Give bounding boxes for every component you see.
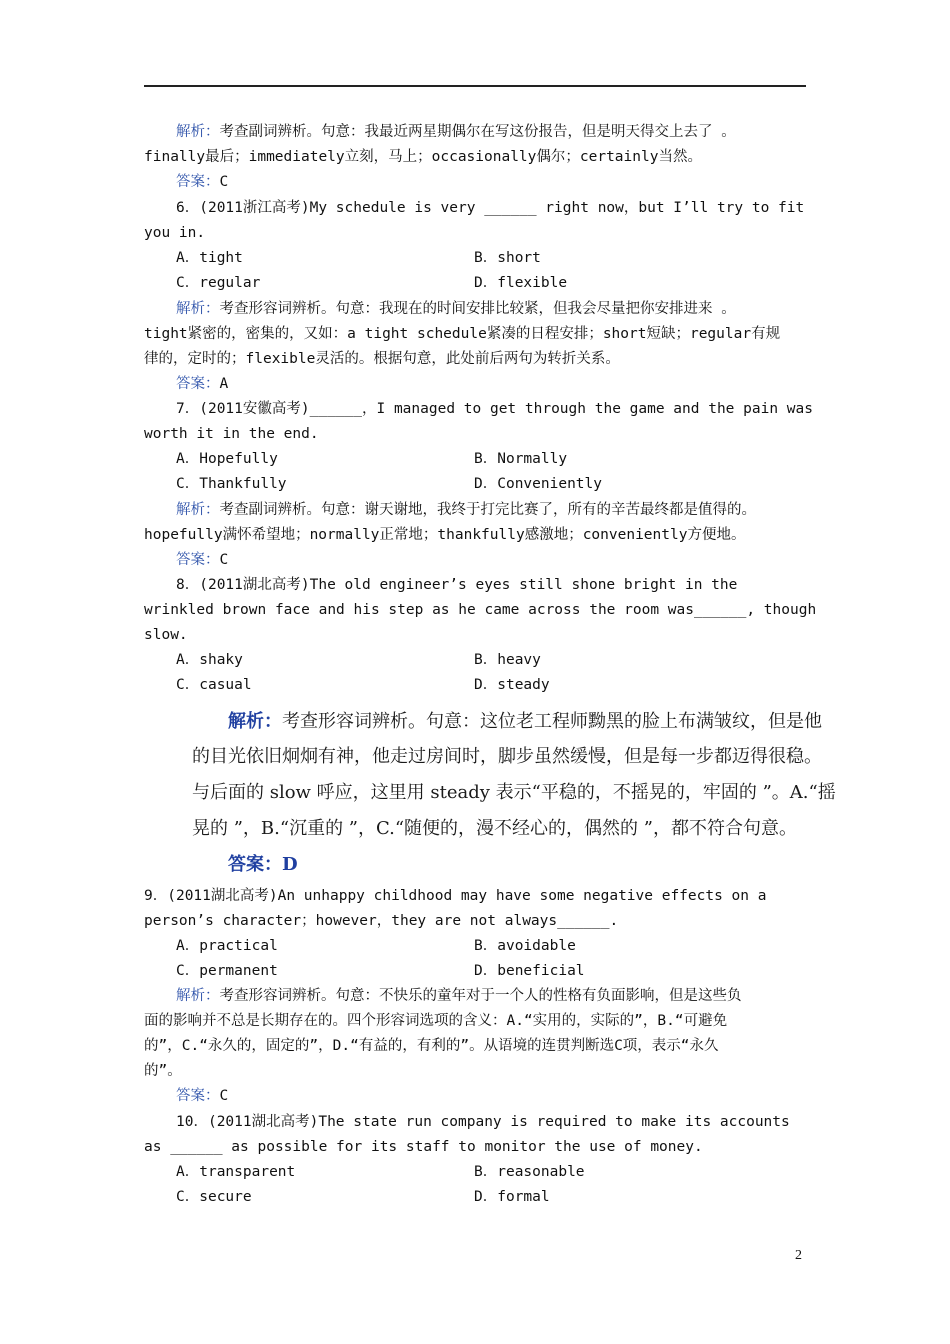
line-text: wrinkled brown face and his step as he came across the room was______, though xyxy=(144,602,817,618)
option-left: A．transparent xyxy=(176,1164,296,1180)
text-line xyxy=(176,500,756,520)
text-line xyxy=(144,223,205,243)
q8-explanation-line-2: 的目光依旧炯炯有神，他走过房间时，脚步虽然缓慢，但是每一步都迈得很稳。 xyxy=(192,746,822,767)
line-text: worth it in the end. xyxy=(144,426,319,442)
q8-explanation-line-1: 解析：考查形容词辨析。句意：这位老工程师黝黑的脸上布满皱纹，但是他 xyxy=(228,711,822,732)
option-right: B．short xyxy=(474,250,541,266)
option-left: A．practical xyxy=(176,938,278,954)
line-text: 考查形容词辨析。句意：不快乐的童年对于一个人的性格有负面影响，但是这些负 xyxy=(219,988,742,1004)
option-left: A．Hopefully xyxy=(176,451,278,467)
option-right: B．avoidable xyxy=(474,938,576,954)
line-text: finally最后；immediately立刻，马上；occasionally偶尔；certainly当然。 xyxy=(144,149,702,165)
text-line xyxy=(176,1112,790,1132)
explanation-label: 解析： xyxy=(176,301,220,317)
text-line xyxy=(176,550,228,570)
line-text: 10．(2011湖北高考)The state run company is required to make its accounts xyxy=(176,1114,790,1130)
line-text: C xyxy=(219,1088,229,1104)
line-text: 7．(2011安徽高考)______，I managed to get through the game and the pain was xyxy=(176,401,813,417)
page-number: 2 xyxy=(795,1248,802,1263)
line-text: A xyxy=(219,376,229,392)
option-right: B．reasonable xyxy=(474,1164,585,1180)
line-text: 8．(2011湖北高考)The old engineer’s eyes still shone bright in the xyxy=(176,577,738,593)
option-right: D．flexible xyxy=(474,275,568,291)
text-line xyxy=(176,986,742,1006)
text-line xyxy=(144,349,620,369)
option-right: D．formal xyxy=(474,1189,550,1205)
line-text: slow. xyxy=(144,627,188,643)
text-line xyxy=(144,525,745,545)
option-left: C．casual xyxy=(176,677,252,693)
line-text: 考查副词辨析。句意：谢天谢地，我终于打完比赛了，所有的辛苦最终都是值得的。 xyxy=(219,502,756,518)
option-left: C．Thankfully xyxy=(176,476,287,492)
text-line xyxy=(144,886,766,906)
line-text: tight紧密的，密集的，又如：a tight schedule紧凑的日程安排；short短缺；regular有规 xyxy=(144,326,781,342)
text-line xyxy=(144,600,816,620)
text-line xyxy=(144,324,780,344)
text-line xyxy=(176,1086,228,1106)
text-line xyxy=(176,399,813,419)
text-line xyxy=(144,1011,727,1031)
option-left: C．regular xyxy=(176,275,261,291)
option-right: D．steady xyxy=(474,677,550,693)
answer-label: 答案： xyxy=(176,174,220,190)
option-left: A．tight xyxy=(176,250,243,266)
line-text: 律的，定时的；flexible灵活的。根据句意，此处前后两句为转折关系。 xyxy=(144,351,620,367)
text-line xyxy=(176,575,737,595)
text-line xyxy=(144,147,702,167)
option-right: B．Normally xyxy=(474,451,568,467)
option-left: C．permanent xyxy=(176,963,278,979)
option-right: B．heavy xyxy=(474,652,541,668)
line-text: 的”。 xyxy=(144,1063,182,1079)
text-line xyxy=(176,299,736,319)
text-line xyxy=(144,1036,719,1056)
line-text: 6．(2011浙江高考)My schedule is very ______ right now，but I’ll try to fit xyxy=(176,200,805,216)
text-line xyxy=(176,172,228,192)
answer-label: 答案： xyxy=(176,376,220,392)
q8-answer: 答案：D xyxy=(228,854,298,875)
option-right: D．beneficial xyxy=(474,963,585,979)
line-text: C xyxy=(219,552,229,568)
option-left: C．secure xyxy=(176,1189,252,1205)
line-text: person’s character；however，they are not always______. xyxy=(144,913,619,929)
line-text: 考查副词辨析。句意：我最近两星期偶尔在写这份报告，但是明天得交上去了 。 xyxy=(219,124,736,140)
line-text: as ______ as possible for its staff to monitor the use of money. xyxy=(144,1139,703,1155)
text-line xyxy=(176,122,736,142)
answer-label: 答案： xyxy=(176,552,220,568)
q8-explanation-line-4: 晃的 ”，B.“沉重的 ”，C.“随便的，漫不经心的，偶然的 ”，都不符合句意。 xyxy=(192,818,797,839)
text-line xyxy=(144,911,618,931)
text-line xyxy=(144,1137,703,1157)
line-text: hopefully满怀希望地；normally正常地；thankfully感激地；conveniently方便地。 xyxy=(144,527,746,543)
option-right: D．Conveniently xyxy=(474,476,602,492)
text-line xyxy=(144,1061,182,1081)
explanation-label: 解析： xyxy=(176,124,220,140)
line-text: C xyxy=(219,174,229,190)
answer-label: 答案： xyxy=(176,1088,220,1104)
explanation-label: 解析： xyxy=(176,988,220,1004)
text-line xyxy=(144,424,319,444)
option-left: A．shaky xyxy=(176,652,243,668)
text-line xyxy=(144,625,188,645)
line-text: you in. xyxy=(144,225,206,241)
header-rule xyxy=(144,85,806,87)
text-line xyxy=(176,374,228,394)
line-text: 面的影响并不总是长期存在的。四个形容词选项的含义：A.“实用的，实际的”，B.“可避免 xyxy=(144,1013,728,1029)
text-line xyxy=(176,198,804,218)
line-text: 考查形容词辨析。句意：我现在的时间安排比较紧，但我会尽量把你安排进来 。 xyxy=(219,301,736,317)
q8-explanation-line-3: 与后面的 slow 呼应，这里用 steady 表示“平稳的，不摇晃的，牢固的 ”。A.“摇 xyxy=(192,782,836,803)
explanation-label: 解析： xyxy=(176,502,220,518)
line-text: 的”，C.“永久的，固定的”，D.“有益的，有利的”。从语境的连贯判断选C项，表示“永久 xyxy=(144,1038,719,1054)
line-text: 9．(2011湖北高考)An unhappy childhood may have some negative effects on a xyxy=(144,888,767,904)
